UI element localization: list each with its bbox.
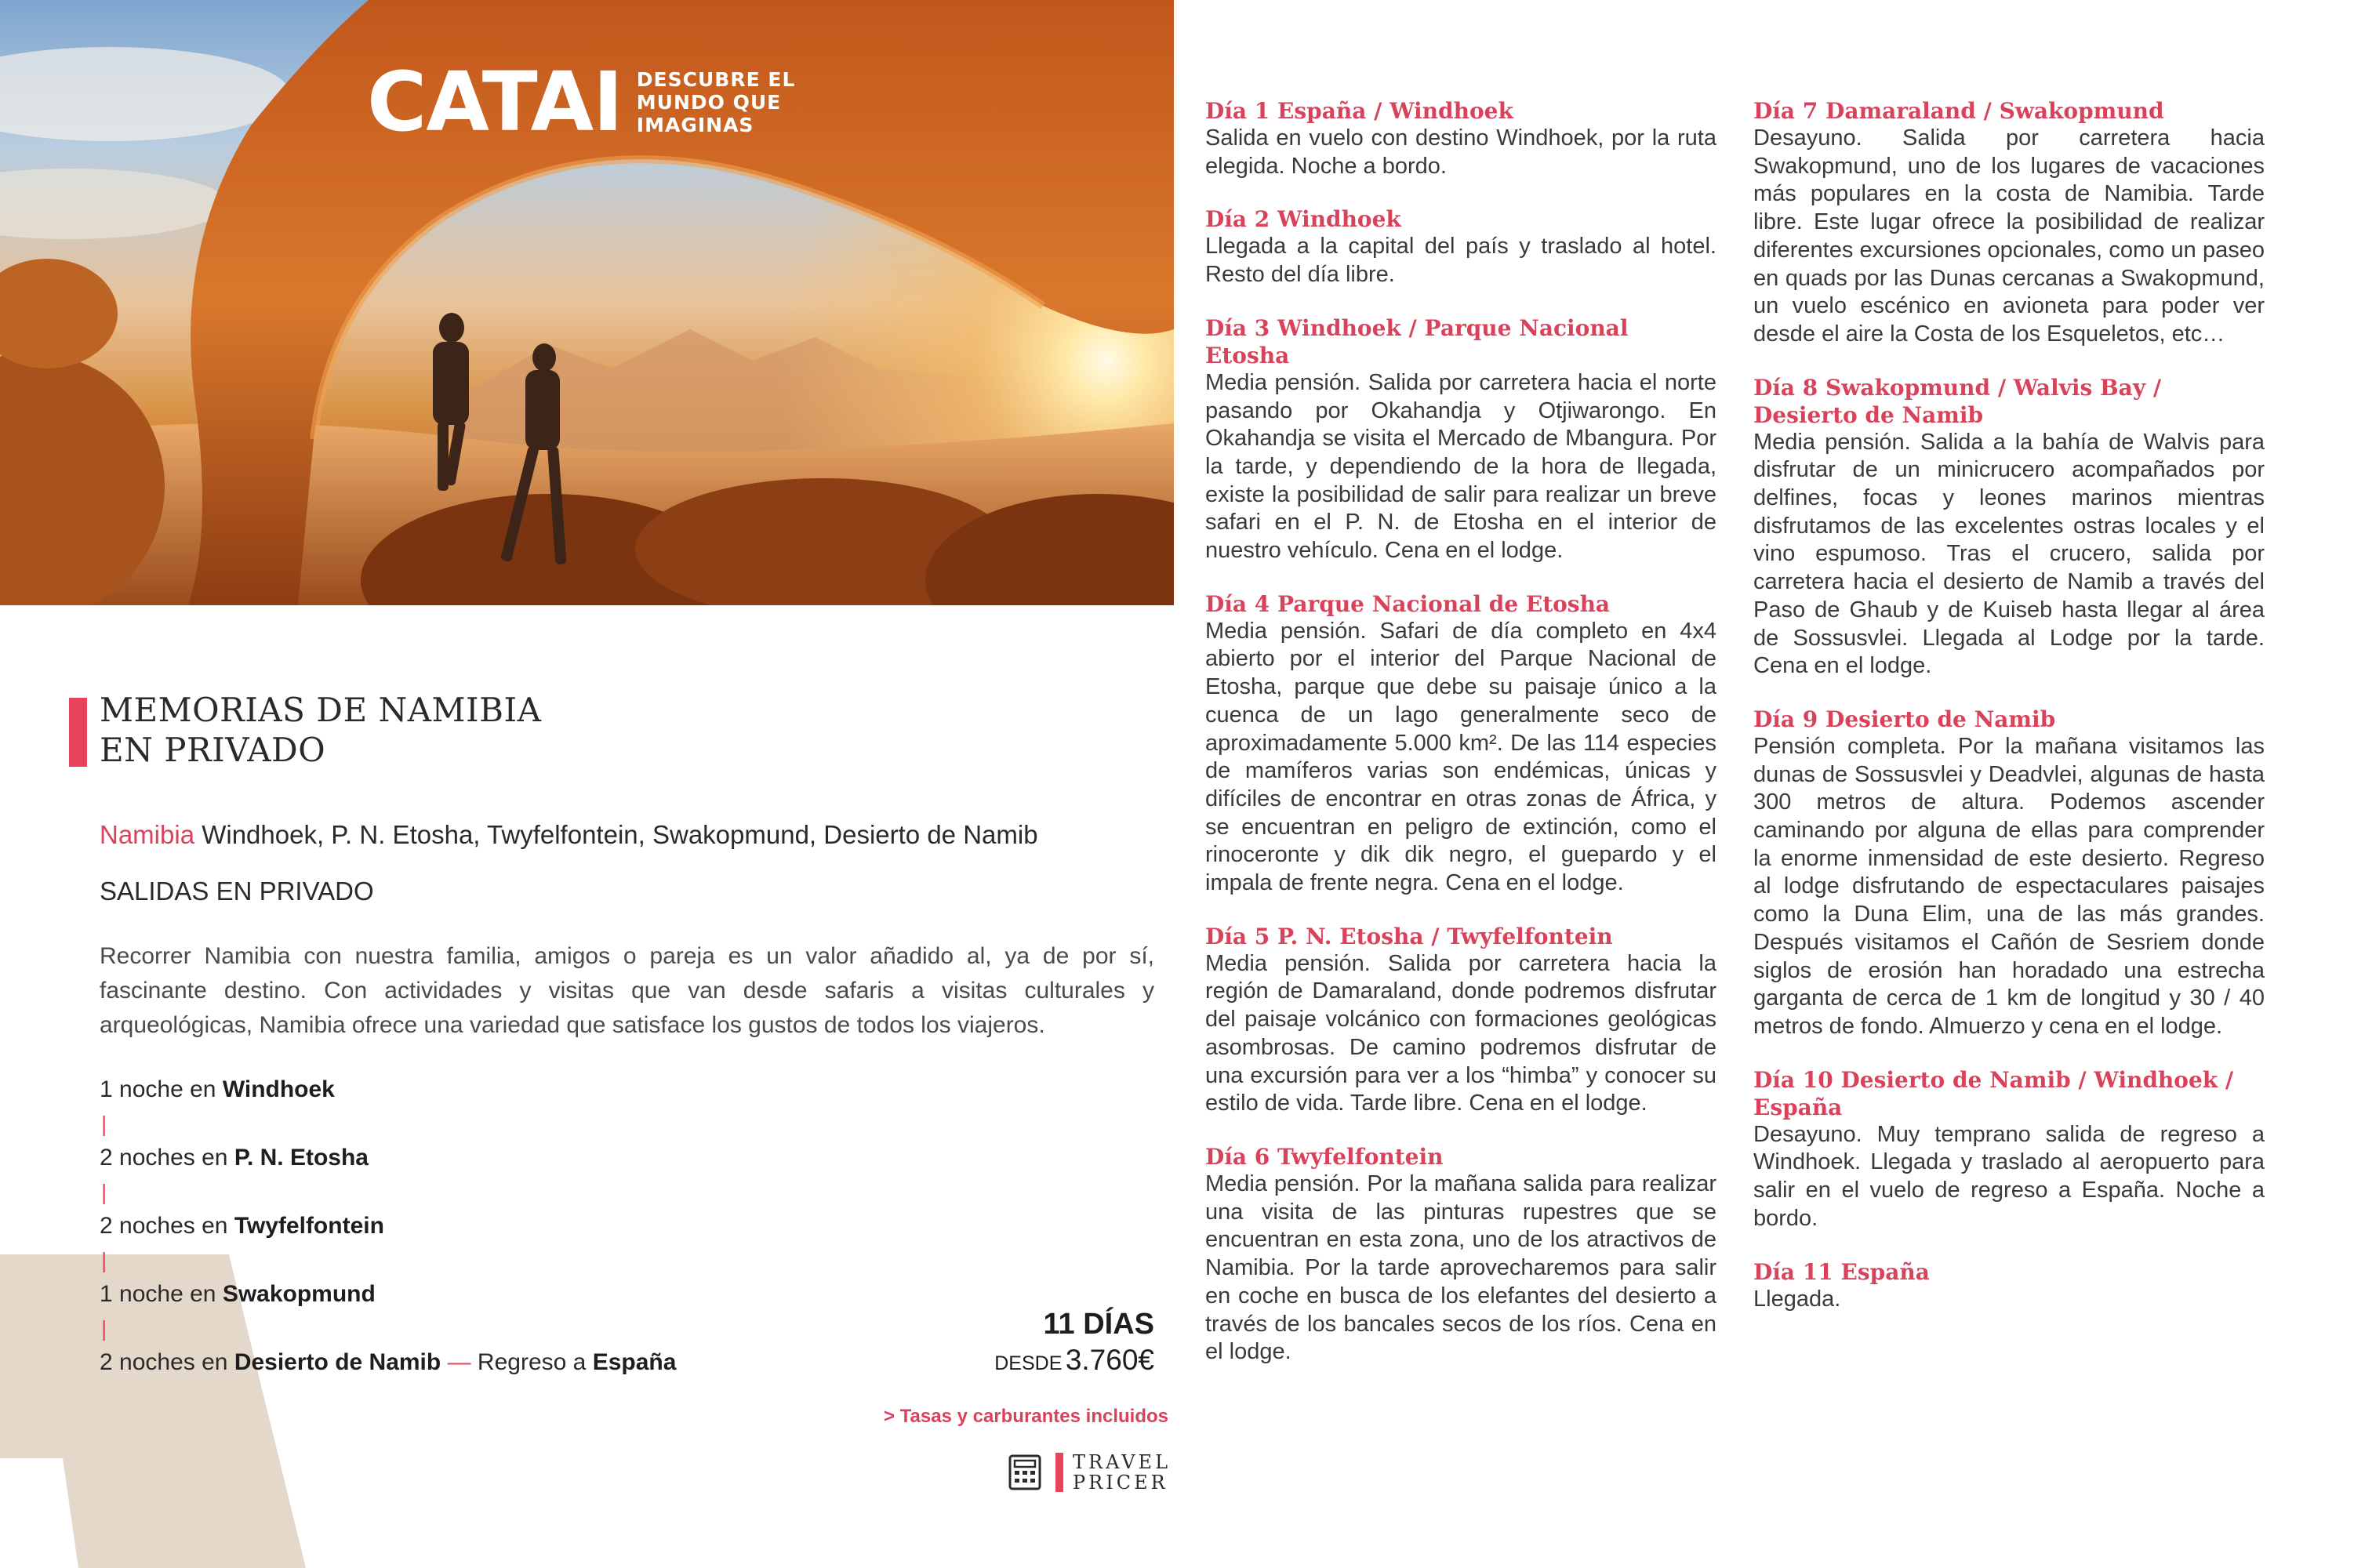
stay-separator: |: [101, 1180, 107, 1204]
intro-paragraph: Recorrer Namibia con nuestra familia, amigos o pareja es un valor añadido al, ya de por sí, fascinante destino. Con actividades y visitas que van desde safaris a visitas culturales y arqueológicas, Namibia ofrece una variedad que satisface los gustos de todos los viajeros.: [100, 943, 1154, 1038]
trip-duration: 11 DÍAS: [1043, 1308, 1154, 1341]
calculator-icon: [1008, 1454, 1041, 1490]
stay-dash: —: [447, 1349, 471, 1375]
travel-pricer-badge[interactable]: [1008, 1452, 1171, 1493]
day-title: Día 3 Windhoek / Parque Nacional Etosha: [1205, 314, 1629, 368]
stay-item: [100, 1345, 676, 1380]
stay-separator: |: [101, 1316, 107, 1341]
stay-place: Twyfelfontein: [234, 1213, 384, 1239]
price-amount: 3.760€: [1065, 1344, 1154, 1376]
stay-prefix: 1 noche en: [100, 1076, 216, 1102]
day-description: Desayuno. Salida por carretera hacia Swakopmund, uno de los lugares de vacaciones más populares en la costa de Namibia. Tarde libre. Este lugar ofrece la posibilidad de realizar diferentes excursiones opcionales, como un paseo en quads por las Dunas cercanas a Swakopmund, un vuelo escénico en avioneta para poder ver desde el aire la Costa de los Esqueletos, etc…: [1753, 125, 2265, 347]
itinerary-day: [1753, 97, 2265, 349]
itinerary-column-2: [1753, 97, 2265, 1338]
day-title: Día 11 España: [1753, 1258, 1930, 1285]
itinerary-day: [1753, 1258, 2265, 1314]
stay-item: [100, 1073, 676, 1107]
stay-prefix: 2 noches en: [100, 1213, 228, 1239]
day-description: Salida en vuelo con destino Windhoek, por la ruta elegida. Noche a bordo.: [1205, 125, 1716, 179]
tagline-line: DESCUBRE EL: [636, 67, 796, 91]
stay-place: Windhoek: [222, 1076, 335, 1102]
departures-label: SALIDAS EN PRIVADO: [100, 877, 374, 906]
stay-prefix: 2 noches en: [100, 1349, 228, 1375]
trip-price: [994, 1344, 1154, 1377]
day-title: Día 8 Swakopmund / Walvis Bay / Desierto de Namib: [1753, 374, 2162, 428]
hero-photo: [0, 0, 1174, 605]
itinerary-day: [1753, 1066, 2265, 1233]
title-line: EN PRIVADO: [100, 731, 326, 769]
itinerary-day: [1205, 314, 1716, 565]
stay-separator: |: [101, 1112, 107, 1136]
return-prefix: Regreso a: [477, 1349, 587, 1375]
tagline-line: MUNDO QUE: [636, 90, 782, 114]
travel-pricer-label: [1073, 1452, 1171, 1493]
day-title: Día 10 Desierto de Namib / Windhoek / España: [1753, 1066, 2234, 1120]
day-title: Día 7 Damaraland / Swakopmund: [1753, 98, 2164, 124]
return-place: España: [592, 1349, 677, 1375]
day-description: Desayuno. Muy temprano salida de regreso a Windhoek. Llegada y traslado al aeropuerto para salir en el vuelo de regreso a España. Noche a bordo.: [1753, 1121, 2265, 1231]
day-description: Media pensión. Salida por carretera hacia la región de Damaraland, donde podremos disfrutar del paisaje volcánico con formaciones geológicas asombrosas. De camino podremos disfrutar de una excursión para ver a los “himba” y conocer su estilo de vida. Tarde libre. Cena en el lodge.: [1205, 950, 1716, 1116]
stay-place: Desierto de Namib: [234, 1349, 441, 1375]
itinerary-day: [1205, 97, 1716, 180]
price-from-label: DESDE: [994, 1352, 1063, 1374]
itinerary-day: [1205, 590, 1716, 898]
day-description: Media pensión. Safari de día completo en 4x4 abierto por el interior del Parque Nacional de Etosha, parque que debe su paisaje único a la cuenca de un lago generalmente seco de aproximadamente 5.000 km². De las 114 especies de mamíferos varias son endémicas, únicas y difíciles de encontrar en otras zonas de África, y se encuentran en peligro de extinción, como el rinoceronte y dik dik negro, el guepardo y el impala de frente negra. Cena en el lodge.: [1205, 618, 1716, 896]
day-title: Día 5 P. N. Etosha / Twyfelfontein: [1205, 923, 1613, 949]
day-title: Día 6 Twyfelfontein: [1205, 1143, 1444, 1170]
stay-item: [100, 1209, 676, 1243]
day-title: Día 2 Windhoek: [1205, 206, 1401, 233]
page-title: [100, 690, 541, 770]
stay-item: [100, 1141, 676, 1175]
stay-separator: |: [101, 1248, 107, 1272]
travel-pricer-line: TRAVEL: [1073, 1451, 1172, 1473]
taxes-included-link[interactable]: > Tasas y carburantes incluidos: [883, 1406, 1168, 1427]
itinerary-day: [1205, 205, 1716, 289]
day-title: Día 9 Desierto de Namib: [1753, 706, 2056, 732]
day-description: Media pensión. Por la mañana salida para realizar una visita de las pinturas rupestres que se encuentran en esta zona, uno de los atractivos de Namibia. Por la tarde aprovecharemos para salir en coche en busca de los elefantes del desierto a través de los bancales secos de los ríos. Cena en el lodge.: [1205, 1171, 1716, 1365]
stay-item: [100, 1277, 676, 1312]
route-places: Windhoek, P. N. Etosha, Twyfelfontein, Swakopmund, Desierto de Namib: [202, 820, 1038, 849]
stay-prefix: 1 noche en: [100, 1281, 216, 1307]
day-description: Media pensión. Salida a la bahía de Walvis para disfrutar de un minicrucero acompañados por delfines, focas y leones marinos mientras disfrutamos de las excelentes ostras locales y el vino espumoso. Tras el crucero, salida por carretera hacia el desierto de Namib a través del Paso de Ghaub y de Kuiseb hasta llegar al área de Sossusvlei. Llegada al Lodge por la tarde. Cena en el lodge.: [1753, 429, 2265, 679]
day-description: Media pensión. Salida por carretera hacia el norte pasando por Okahandja y Otjiwarongo. En Okahandja se visita el Mercado de Mbangura. Por la tarde, y dependiendo de la hora de llegada, existe la posibilidad de salir para realizar un breve safari en el P. N. de Etosha en el interior de nuestro vehículo. Cena en el lodge.: [1205, 369, 1716, 564]
itinerary-day: [1205, 923, 1716, 1118]
itinerary-day: [1753, 706, 2265, 1041]
itinerary-day: [1753, 374, 2265, 681]
day-description: Llegada.: [1753, 1286, 1841, 1312]
day-title: Día 1 España / Windhoek: [1205, 98, 1513, 124]
tagline-line: IMAGINAS: [636, 113, 754, 136]
day-description: Llegada a la capital del país y traslado al hotel. Resto del día libre.: [1205, 234, 1716, 288]
stays-list: [100, 1073, 676, 1380]
stay-place: P. N. Etosha: [234, 1145, 369, 1171]
travel-pricer-line: PRICER: [1073, 1472, 1168, 1494]
brand-name: CATAI: [367, 54, 623, 150]
stay-prefix: 2 noches en: [100, 1145, 228, 1171]
itinerary-day: [1205, 1143, 1716, 1367]
stay-place: Swakopmund: [222, 1281, 376, 1307]
brand-logo: [367, 54, 796, 150]
title-accent-bar: [69, 698, 87, 767]
day-description: Pensión completa. Por la mañana visitamos las dunas de Sossusvlei y Deadvlei, algunas de hasta 300 metros de altura. Podemos ascender caminando por alguna de ellas para comprender la enorme inmensidad de este desierto. Regreso al lodge disfrutando de espectaculares paisajes como la Duna Elim, una de las más grandes. Después visitamos el Cañón de Sesriem donde siglos de erosión han horadado una estrecha garganta de cerca de 1 km de longitud y 30 / 40 metros de fondo. Almuerzo y cena en el lodge.: [1753, 733, 2265, 1039]
route-country: Namibia: [100, 820, 195, 849]
route-line: [100, 820, 1038, 850]
brand-tagline: [637, 68, 796, 136]
travel-pricer-bar: [1055, 1453, 1063, 1492]
day-title: Día 4 Parque Nacional de Etosha: [1205, 590, 1611, 617]
title-line: MEMORIAS DE NAMIBIA: [100, 691, 542, 729]
itinerary-column-1: [1205, 97, 1716, 1392]
